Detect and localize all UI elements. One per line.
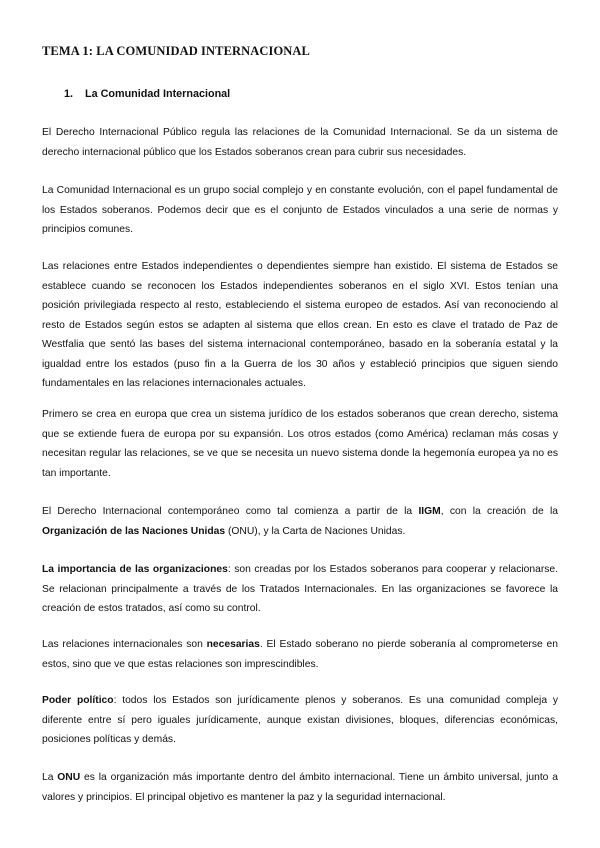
paragraph-onu [42,768,558,807]
paragraph-derecho-internacional: El Derecho Internacional Público regula las relaciones de la Comunidad Internacional. Se da un sistema de derecho internacional público que los Estados soberanos crean para cubrir sus necesidades. [42,127,558,158]
paragraph-text: , con la creación de la [440,506,559,517]
bold-term-onu-full: Organización de las Naciones Unidas [42,525,226,537]
bold-term-necesarias: necesarias [206,639,260,650]
bold-term-onu: ONU [57,772,81,783]
paragraph-relaciones-estados: Las relaciones entre Estados independientes o dependientes siempre han existido. El sistema de Estados se establece cuando se reconocen los Estados independientes soberanos en el siglo XVI. Estos tenían una posición privilegiada respecto al resto, estableciendo el sistema europeo de estados. Así van reconociendo al resto de Estados según estos se adapten al sistema que ellos crean. En esto es clave el tratado de Paz de Westfalia que sentó las bases del sistema internacional contemporáneo, basado en la soberanía estatal y la igualdad entre los estados (puso fin a la Guerra de los 30 años y estableció principios que siguen siendo fundamentales en las relaciones internacionales actuales. [42,261,558,389]
paragraph-europa: Primero se crea en europa que crea un sistema jurídico de los estados soberanos que crean derecho, sistema que se extiende fuera de europa por su expansión. Los otros estados (como América) reclaman más cosas y necesitan regular las relaciones, se ve que se necesita un nuevo sistema donde la hegemonía europea ya no es tan importante. [42,409,558,479]
paragraph-poder-politico [42,691,558,750]
paragraph-text: El Derecho Internacional contemporáneo como tal comienza a partir de la [42,506,419,517]
paragraph-text: : son creadas por los Estados soberanos para cooperar y relacionarse. Se relacionan principalmente a través de los Tratados Internacionales. En las organizaciones se favorece la creación de estos tratados, así como su control. [42,564,558,614]
section-heading [64,88,230,100]
paragraph-comunidad-internacional: La Comunidad Internacional es un grupo social complejo y en constante evolución, con el papel fundamental de los Estados soberanos. Podemos decir que es el conjunto de Estados vinculados a una serie de normas y principios comunes. [42,185,558,235]
paragraph-text: es la organización más importante dentro del ámbito internacional. Tiene un ámbito universal, junto a valores y principios. El principal objetivo es mantener la paz y la seguridad internacional. [42,772,558,803]
paragraph-text: . El Estado soberano no pierde soberanía al comprometerse en estos, sino que ve que estas relaciones son imprescindibles. [42,639,558,670]
paragraph-text: : todos los Estados son jurídicamente plenos y soberanos. Es una comunidad compleja y diferente entre sí pero iguales jurídicamente, aunque existan divisiones, bloques, diferencias económicas, posiciones políticas y demás. [42,695,558,745]
paragraph-text: (ONU), y la Carta de Naciones Unidas. [225,525,406,537]
paragraph-text: Las relaciones internacionales son [42,639,207,650]
paragraph-organizaciones [42,560,558,619]
section-heading-text: La Comunidad Internacional [85,88,231,100]
section-number: 1. [64,88,74,100]
paragraph-derecho-contemporaneo [42,502,558,541]
bold-term-organizaciones: La importancia de las organizaciones [42,564,228,575]
paragraph-text: La [42,772,58,783]
document-title: TEMA 1: LA COMUNIDAD INTERNACIONAL [42,44,310,58]
bold-term-iigm: IIGM [418,506,441,517]
paragraph-relaciones-necesarias [42,635,558,674]
bold-term-poder-politico: Poder político [42,695,114,706]
